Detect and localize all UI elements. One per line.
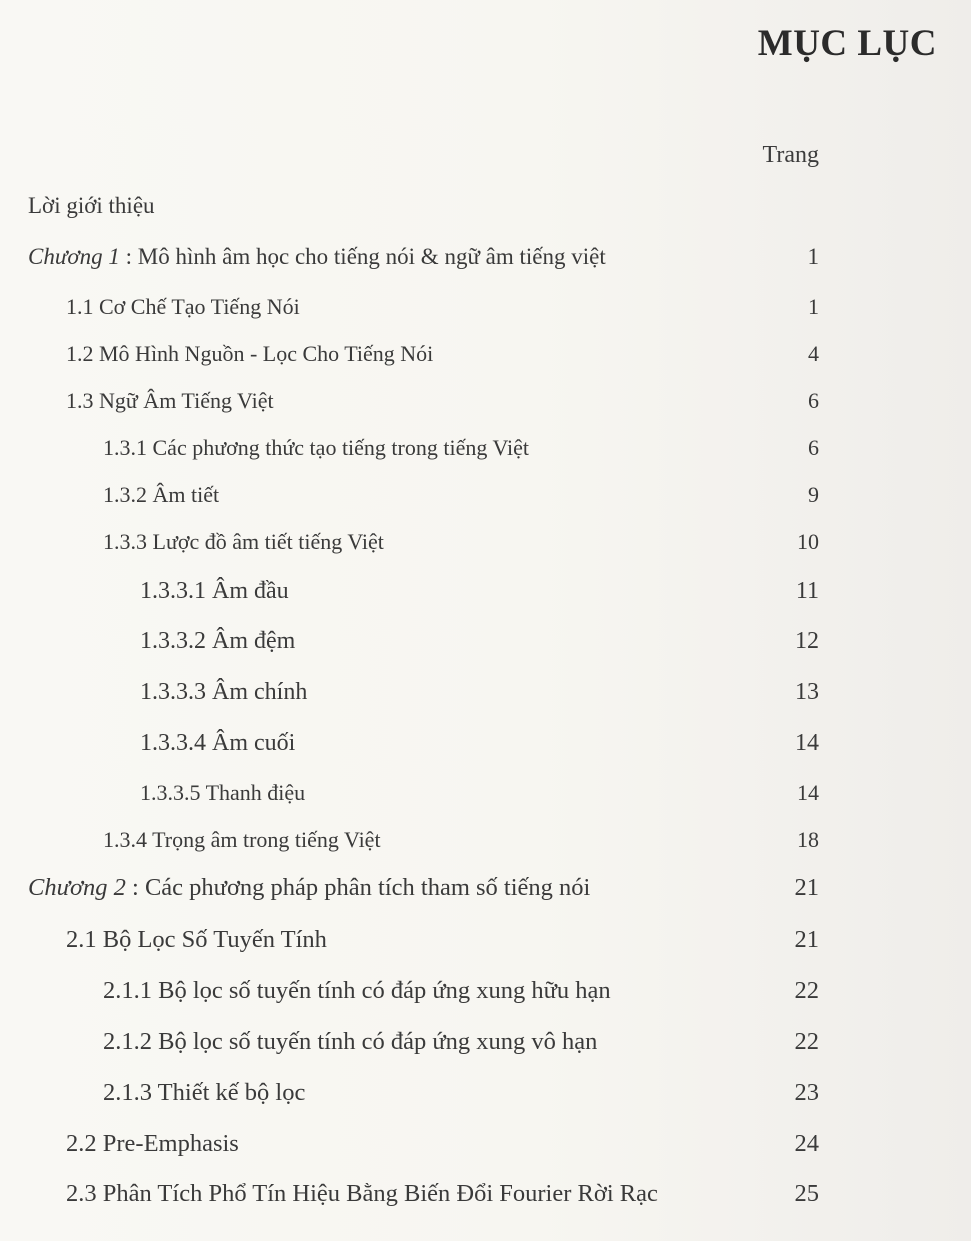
toc-page-number: 22 — [794, 977, 819, 1004]
toc-entry-section-2-1-3 — [0, 1079, 971, 1113]
toc-entry-label: 1.3.3.3 Âm chính — [140, 679, 308, 705]
toc-page-number: 4 — [808, 341, 819, 366]
toc-entry-label: 1.3.3.1 Âm đầu — [140, 578, 289, 604]
toc-entry-chapter-2 — [0, 874, 971, 908]
toc-page-number: 6 — [808, 435, 819, 460]
toc-entry-label: 2.3 Phân Tích Phổ Tín Hiệu Bằng Biến Đổi Fourier Rời Rạc — [66, 1180, 658, 1207]
toc-entry-section-2-1-2 — [0, 1028, 971, 1062]
toc-page-number: 25 — [794, 1180, 819, 1207]
toc-entry-label: 1.3.4 Trọng âm trong tiếng Việt — [103, 827, 381, 852]
toc-entry-section-1-3-3-4 — [0, 730, 971, 764]
toc-entry-label: 1.3.2 Âm tiết — [103, 482, 220, 507]
toc-entry-section-1-3-2 — [0, 482, 971, 516]
toc-entry-label — [28, 244, 606, 270]
toc-entry-label: 1.3.3 Lược đồ âm tiết tiếng Việt — [103, 529, 384, 554]
toc-entry-section-1-3-3-2 — [0, 628, 971, 662]
chapter-prefix: Chương 1 — [28, 244, 120, 269]
toc-entry-section-1-3-3 — [0, 529, 971, 563]
toc-entry-label: 1.3.1 Các phương thức tạo tiếng trong tiếng Việt — [103, 435, 530, 460]
toc-page-number: 10 — [797, 529, 819, 554]
toc-entry-section-2-1 — [0, 926, 971, 960]
page-title: MỤC LỤC — [757, 23, 937, 64]
toc-page-number: 23 — [794, 1079, 819, 1106]
toc-page-number: 14 — [797, 780, 819, 805]
page-column-label: Trang — [762, 142, 819, 168]
toc-entry-label: 2.1 Bộ Lọc Số Tuyến Tính — [66, 926, 327, 953]
toc-page-number: 6 — [808, 388, 819, 413]
toc-entry-label: 1.3.3.5 Thanh điệu — [140, 780, 306, 805]
chapter-title: : Mô hình âm học cho tiếng nói & ngữ âm tiếng việt — [119, 244, 606, 269]
toc-entry-label: 2.1.3 Thiết kế bộ lọc — [103, 1079, 306, 1106]
toc-entry-label: 1.3.3.2 Âm đệm — [140, 628, 296, 654]
chapter-prefix: Chương 2 — [28, 874, 126, 901]
toc-entry-label: 1.3.3.4 Âm cuối — [140, 730, 296, 756]
toc-page-number: 9 — [808, 482, 819, 507]
toc-entry-label: 1.3 Ngữ Âm Tiếng Việt — [66, 388, 274, 413]
toc-page-number: 14 — [795, 730, 819, 756]
toc-entry-section-1-3 — [0, 388, 971, 422]
toc-entry-label: 2.1.2 Bộ lọc số tuyến tính có đáp ứng xung vô hạn — [103, 1028, 598, 1055]
toc-page-number: 13 — [795, 679, 819, 705]
toc-page-number: 1 — [808, 294, 819, 319]
toc-entry-section-2-3 — [0, 1180, 971, 1214]
toc-entry-label: 1.1 Cơ Chế Tạo Tiếng Nói — [66, 294, 300, 319]
toc-entry-section-2-2 — [0, 1130, 971, 1164]
toc-page-number: 11 — [795, 578, 819, 604]
toc-entry-label: 2.2 Pre-Emphasis — [66, 1130, 239, 1157]
toc-page-number: 1 — [807, 244, 819, 269]
toc-entry-section-1-3-3-3 — [0, 679, 971, 713]
toc-entry-label: 1.2 Mô Hình Nguồn - Lọc Cho Tiếng Nói — [66, 341, 434, 366]
toc-page-number: 22 — [794, 1028, 819, 1055]
toc-entry-label: Lời giới thiệu — [28, 193, 155, 218]
toc-entry-section-1-1 — [0, 294, 971, 328]
toc-page-number: 12 — [795, 628, 819, 654]
toc-page-number: 21 — [794, 874, 819, 901]
toc-entry-section-1-2 — [0, 341, 971, 375]
toc-entry-section-1-3-1 — [0, 435, 971, 469]
toc-entry-chapter-1 — [0, 244, 971, 278]
toc-entry-label — [28, 874, 590, 902]
toc-entry-section-1-3-4 — [0, 827, 971, 861]
toc-page-number: 21 — [794, 926, 819, 953]
toc-entry-section-2-1-1 — [0, 977, 971, 1011]
toc-page-number: 24 — [794, 1130, 819, 1157]
toc-entry-section-1-3-3-5 — [0, 780, 971, 814]
toc-entry-section-1-3-3-1 — [0, 578, 971, 612]
chapter-title: : Các phương pháp phân tích tham số tiếng nói — [125, 874, 591, 901]
toc-entry-introduction — [0, 193, 971, 227]
toc-page-number: 18 — [797, 827, 819, 852]
toc-entry-label: 2.1.1 Bộ lọc số tuyến tính có đáp ứng xung hữu hạn — [103, 977, 611, 1004]
